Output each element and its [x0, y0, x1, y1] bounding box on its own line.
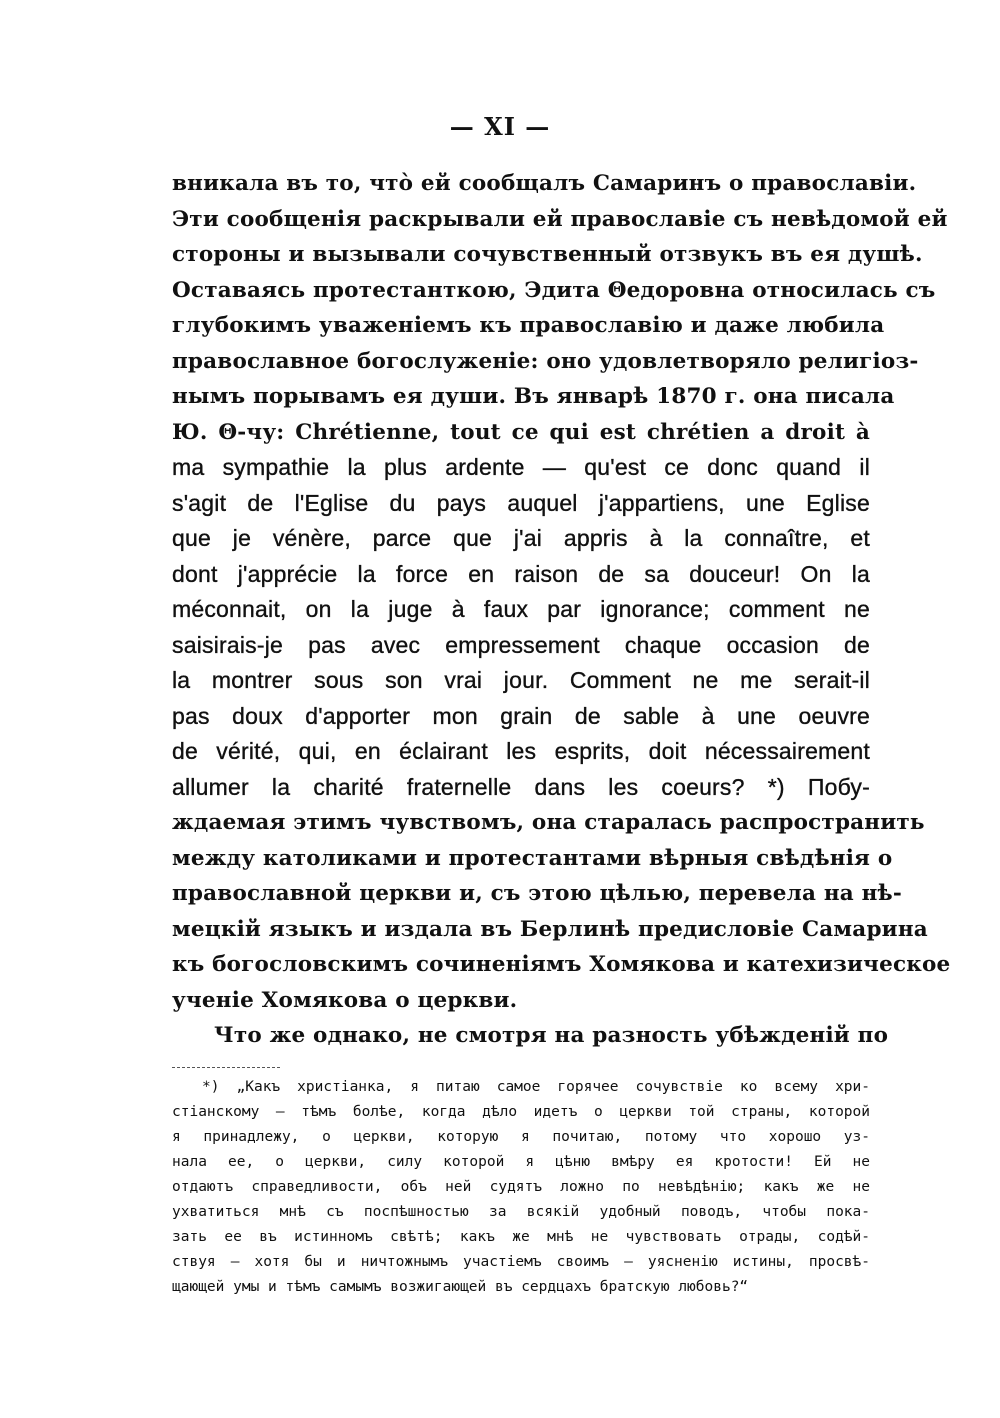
footnote-line: я принадлежу, о церкви, которую я почитаю, потому что хорошо уз- — [172, 1129, 870, 1145]
footnote-line: нала ее, о церкви, силу которой я цѣню вмѣру ея кротости! Ей не — [172, 1154, 870, 1170]
text-line: Оставаясь протестанткою, Эдита Θедоровна относилась съ — [172, 277, 936, 303]
body-text — [172, 166, 951, 1054]
footnote-line: *) „Какъ христіанка, я питаю самое горячее сочувствіе ко всему хри- — [202, 1079, 870, 1095]
text-line: de vérité, qui, en éclairant les esprits, doit nécessairement — [172, 738, 870, 764]
text-line: вникала въ то, что̀ ей сообщалъ Самаринъ о православіи. — [172, 171, 917, 196]
text-line: que je vénère, parce que j'ai appris à la connaître, et — [172, 525, 870, 551]
footnote — [172, 1075, 870, 1300]
text-line: къ богословскимъ сочиненіямъ Хомякова и катехизическое — [172, 952, 951, 977]
text-line: Эти сообщенія раскрывали ей православіе съ невѣдомой ей — [172, 206, 948, 232]
text-line: ma sympathie la plus ardente — qu'est ce donc quand il — [172, 454, 870, 480]
text-line: pas doux d'apporter mon grain de sable à une oeuvre — [172, 702, 870, 729]
text-line: Ю. Θ-чу: Chrétienne, tout ce qui est chrétien a droit à — [172, 419, 870, 445]
footnote-separator — [172, 1067, 280, 1068]
footnote-line: ствуя — хотя бы и ничтожнымъ участіемъ своимъ — уясненію истины, просвѣ- — [172, 1254, 870, 1270]
text-line: dont j'apprécie la force en raison de sa douceur! On la — [172, 560, 870, 587]
text-line: la montrer sous son vrai jour. Comment ne me serait-il — [172, 667, 870, 693]
text-line: s'agit de l'Eglise du pays auquel j'appartiens, une Eglise — [172, 489, 870, 516]
text-line: allumer la charité fraternelle dans les coeurs? *) Побу- — [172, 773, 870, 800]
text-line: нымъ порывамъ ея души. Въ январѣ 1870 г. она писала — [172, 384, 895, 409]
text-line: Что же однако, не смотря на разность убѣжденій по — [214, 1023, 889, 1048]
text-line: православной церкви и, съ этою цѣлью, перевела на нѣ- — [172, 881, 902, 906]
footnote-line: отдаютъ справедливости, объ ней судятъ ложно по невѣдѣнію; какъ же не — [172, 1179, 870, 1195]
text-line: méconnait, on la juge à faux par ignorance; comment ne — [172, 596, 870, 622]
text-line: глубокимъ уваженіемъ къ православію и даже любила — [172, 313, 885, 338]
footnote-line: зать ее въ истинномъ свѣтѣ; какъ же мнѣ не чувствовать отрады, содѣй- — [172, 1229, 870, 1245]
text-line: стороны и вызывали сочувственный отзвукъ въ ея душѣ. — [172, 242, 923, 267]
page-number: — XI — — [449, 112, 551, 141]
text-line: мецкій языкъ и издала въ Берлинѣ предисловіе Самарина — [172, 916, 928, 942]
text-line: ученіе Хомякова о церкви. — [172, 987, 518, 1013]
text-line: saisirais-je pas avec empressement chaque occasion de — [172, 631, 870, 658]
footnote-line: щающей умы и тѣмъ самымъ возжигающей въ сердцахъ братскую любовь?“ — [172, 1279, 749, 1295]
text-line: православное богослуженіе: оно удовлетворяло религіоз- — [172, 348, 919, 374]
footnote-line: ухватиться мнѣ съ поспѣшностью за всякій удобный поводъ, чтобы пока- — [172, 1204, 870, 1220]
footnote-line: стіанскому — тѣмъ болѣе, когда дѣло идетъ о церкви той страны, которой — [172, 1104, 870, 1120]
text-line: между католиками и протестантами вѣрныя свѣдѣнія о — [172, 845, 893, 871]
text-line: ждаемая этимъ чувствомъ, она старалась распространить — [172, 810, 925, 835]
